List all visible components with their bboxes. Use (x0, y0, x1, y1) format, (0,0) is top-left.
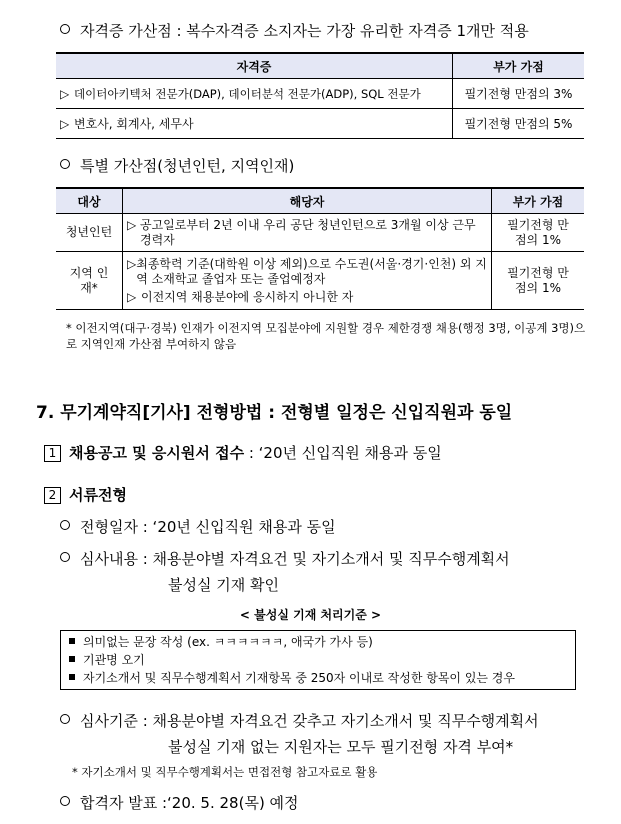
content-line-2: 불성실 기재 확인 (168, 576, 279, 594)
special-bonus-bullet: 특별 가산점(청년인턴, 지역인재) (60, 155, 294, 176)
cert-cell: ▷ 데이터아키텍처 전문가(DAP), 데이터분석 전문가(ADP), SQL 전문가 (56, 79, 453, 109)
announce-line: 합격자 발표 :‘20. 5. 28(목) 예정 (60, 792, 299, 813)
triangle-right-icon: ▷ (127, 217, 137, 232)
table-header-row (56, 53, 584, 79)
standard-line: 심사기준 : 채용분야별 자격요건 갖추고 자기소개서 및 직무수행계획서 (60, 710, 539, 731)
header-target: 대상 (56, 188, 123, 214)
table-header-row (56, 188, 584, 214)
triangle-right-icon: ▷ (60, 117, 70, 131)
triangle-right-icon: ▷ (127, 289, 137, 304)
cert-bonus-table (56, 52, 584, 139)
points-cell: 필기전형 만점의 3% (453, 79, 585, 109)
target-cell: 지역 인재* (56, 252, 123, 310)
list-item: 자기소개서 및 직무수행계획서 기재항목 중 250자 이내로 작성한 항목이 있는 경우 (69, 669, 567, 687)
circle-bullet-icon (60, 520, 70, 530)
header-eligible: 해당자 (123, 188, 492, 214)
circle-bullet-icon (60, 159, 70, 169)
circle-bullet-icon (60, 714, 70, 724)
boxed-number-2: 2 (44, 487, 61, 504)
special-bonus-table (56, 187, 584, 310)
points-cell: 필기전형 만점의 1% (492, 214, 585, 252)
criteria-title: < 불성실 기재 처리기준 > (239, 608, 382, 622)
circle-bullet-icon (60, 796, 70, 806)
circle-bullet-icon (60, 24, 70, 34)
cert-cell: ▷ 변호사, 회계사, 세무사 (56, 109, 453, 139)
points-cell: 필기전형 만점의 5% (453, 109, 585, 139)
standard-note: * 자기소개서 및 직무수행계획서는 면접전형 참고자료로 활용 (72, 765, 378, 779)
triangle-right-icon: ▷ (60, 86, 70, 101)
square-bullet-icon (69, 656, 75, 662)
special-bonus-note: * 이전지역(대구·경북) 인재가 이전지역 모집분야에 지원할 경우 제한경쟁 채용(행정 3명, 이공계 3명)으로 지역인재 가산점 부여하지 않음 (66, 321, 586, 351)
header-points: 부가 가점 (492, 188, 585, 214)
eligible-cell: ▷ 최종학력 기준(대학원 이상 제외)으로 수도권(서울·경기·인천) 외 지역 소재학교 졸업자 또는 졸업예정자 ▷ 이전지역 채용분야에 응시하지 아니한 자 (123, 252, 492, 310)
table-row (56, 109, 584, 139)
table-row (56, 79, 584, 109)
circle-bullet-icon (60, 552, 70, 562)
boxed-number-1: 1 (44, 445, 61, 462)
points-cell: 필기전형 만점의 1% (492, 252, 585, 310)
square-bullet-icon (69, 674, 75, 680)
eligible-cell: ▷ 공고일로부터 2년 이내 우리 공단 청년인턴으로 3개월 이상 근무 경력자 (123, 214, 492, 252)
date-line: 전형일자 : ‘20년 신입직원 채용과 동일 (60, 516, 336, 537)
table-row (56, 252, 584, 310)
cert-bonus-bullet: 자격증 가산점 : 복수자격증 소지자는 가장 유리한 자격증 1개만 적용 (60, 20, 529, 41)
item-2-heading: 2 서류전형 (44, 484, 127, 505)
content-line: 심사내용 : 채용분야별 자격요건 및 자기소개서 및 직무수행계획서 (60, 548, 510, 569)
header-points: 부가 가점 (453, 53, 585, 79)
section-7-title: 7. 무기계약직[기사] 전형방법 : 전형별 일정은 신입직원과 동일 (36, 403, 513, 423)
square-bullet-icon (69, 638, 75, 644)
table-row (56, 214, 584, 252)
item-1-heading: 1 채용공고 및 응시원서 접수 : ‘20년 신입직원 채용과 동일 (44, 442, 442, 463)
criteria-box (60, 630, 576, 690)
header-cert: 자격증 (56, 53, 453, 79)
standard-line-2: 불성실 기재 없는 지원자는 모두 필기전형 자격 부여* (168, 738, 514, 756)
triangle-right-icon: ▷ (127, 256, 137, 271)
list-item: 의미없는 문장 작성 (ex. ㅋㅋㅋㅋㅋㅋ, 애국가 가사 등) (69, 633, 567, 651)
target-cell: 청년인턴 (56, 214, 123, 252)
list-item: 기관명 오기 (69, 651, 567, 669)
